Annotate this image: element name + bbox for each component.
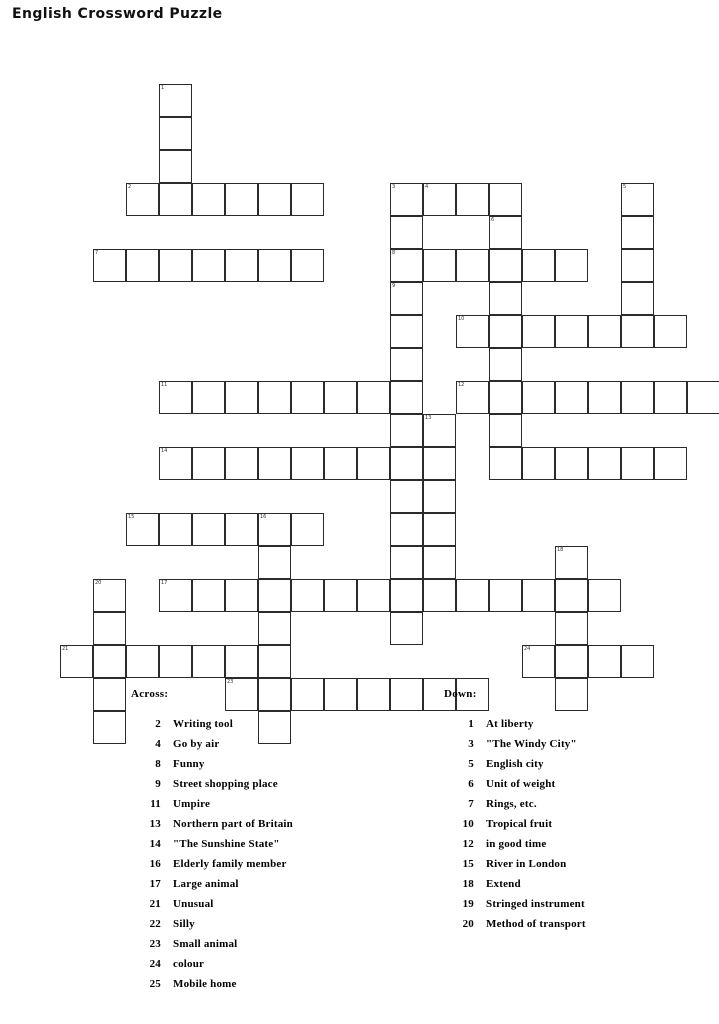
- clue-number: 24: [149, 958, 161, 970]
- clue-text: Extend: [486, 878, 521, 890]
- grid-cell[interactable]: [159, 117, 192, 150]
- grid-cell[interactable]: [390, 579, 423, 612]
- clue-number: 14: [149, 838, 161, 850]
- grid-cell[interactable]: [159, 84, 192, 117]
- cell-number: 14: [161, 448, 168, 454]
- grid-cell[interactable]: [555, 447, 588, 480]
- grid-cell[interactable]: [489, 447, 522, 480]
- clue-text: Silly: [173, 918, 195, 930]
- cell-number: 10: [458, 316, 465, 322]
- grid-cell[interactable]: [291, 381, 324, 414]
- grid-cell[interactable]: [555, 546, 588, 579]
- grid-cell[interactable]: [258, 612, 291, 645]
- grid-cell[interactable]: [192, 381, 225, 414]
- clue-row: [444, 794, 704, 814]
- clue-text: colour: [173, 958, 205, 970]
- grid-cell[interactable]: [654, 447, 687, 480]
- grid-cell[interactable]: [555, 645, 588, 678]
- cell-number: 21: [62, 646, 69, 652]
- grid-cell[interactable]: [291, 447, 324, 480]
- grid-cell[interactable]: [390, 447, 423, 480]
- grid-cell[interactable]: [93, 579, 126, 612]
- grid-cell[interactable]: [357, 381, 390, 414]
- clue-text: Mobile home: [173, 978, 237, 990]
- grid-cell[interactable]: [489, 282, 522, 315]
- clue-row: [131, 714, 431, 734]
- grid-cell[interactable]: [489, 249, 522, 282]
- clue-number: 9: [155, 778, 161, 790]
- down-clues-column: [444, 688, 704, 934]
- cell-number: 16: [260, 514, 267, 520]
- grid-cell[interactable]: [390, 315, 423, 348]
- clue-row: [131, 734, 431, 754]
- down-heading: Down:: [444, 688, 477, 700]
- cell-number: 2: [128, 184, 132, 190]
- clue-text: "The Sunshine State": [173, 838, 280, 850]
- clue-row: [444, 754, 704, 774]
- cell-number: 8: [392, 250, 396, 256]
- clue-row: [444, 714, 704, 734]
- clue-row: [131, 974, 431, 994]
- clue-text: Small animal: [173, 938, 238, 950]
- grid-cell[interactable]: [654, 315, 687, 348]
- clue-number: 3: [468, 738, 474, 750]
- grid-cell[interactable]: [489, 414, 522, 447]
- grid-cell[interactable]: [192, 513, 225, 546]
- grid-cell[interactable]: [225, 579, 258, 612]
- clue-text: At liberty: [486, 718, 534, 730]
- clue-number: 2: [155, 718, 161, 730]
- grid-cell[interactable]: [93, 645, 126, 678]
- grid-cell[interactable]: [423, 546, 456, 579]
- clue-number: 19: [462, 898, 474, 910]
- clue-row: [131, 914, 431, 934]
- clue-row: [131, 954, 431, 974]
- grid-cell[interactable]: [93, 249, 126, 282]
- clue-number: 18: [462, 878, 474, 890]
- grid-cell[interactable]: [192, 645, 225, 678]
- cell-number: 15: [128, 514, 135, 520]
- clue-number: 11: [150, 798, 161, 810]
- cell-number: 18: [557, 547, 564, 553]
- grid-cell[interactable]: [324, 447, 357, 480]
- cell-number: 6: [491, 217, 495, 223]
- cell-number: 7: [95, 250, 99, 256]
- across-heading: Across:: [131, 688, 169, 700]
- grid-cell[interactable]: [390, 348, 423, 381]
- grid-cell[interactable]: [621, 645, 654, 678]
- clue-text: English city: [486, 758, 544, 770]
- across-clue-list: [131, 714, 431, 994]
- grid-cell[interactable]: [588, 645, 621, 678]
- clue-row: [444, 814, 704, 834]
- grid-cell[interactable]: [390, 612, 423, 645]
- clue-number: 20: [462, 918, 474, 930]
- grid-cell[interactable]: [390, 546, 423, 579]
- grid-cell[interactable]: [357, 579, 390, 612]
- grid-cell[interactable]: [621, 249, 654, 282]
- grid-cell[interactable]: [687, 381, 719, 414]
- clue-number: 1: [468, 718, 474, 730]
- grid-cell[interactable]: [621, 183, 654, 216]
- clue-row: [131, 814, 431, 834]
- grid-cell[interactable]: [192, 579, 225, 612]
- clue-number: 13: [149, 818, 161, 830]
- grid-cell[interactable]: [192, 249, 225, 282]
- grid-cell[interactable]: [126, 183, 159, 216]
- grid-cell[interactable]: [489, 381, 522, 414]
- grid-cell[interactable]: [159, 381, 192, 414]
- grid-cell[interactable]: [126, 249, 159, 282]
- grid-cell[interactable]: [390, 381, 423, 414]
- clue-text: Street shopping place: [173, 778, 278, 790]
- across-clues-column: [131, 688, 431, 994]
- clue-text: Writing tool: [173, 718, 233, 730]
- grid-cell[interactable]: [489, 348, 522, 381]
- grid-cell[interactable]: [621, 282, 654, 315]
- clue-row: [131, 834, 431, 854]
- grid-cell[interactable]: [159, 513, 192, 546]
- grid-cell[interactable]: [621, 381, 654, 414]
- clue-number: 12: [462, 838, 474, 850]
- clue-number: 21: [149, 898, 161, 910]
- clue-number: 5: [468, 758, 474, 770]
- grid-cell[interactable]: [423, 414, 456, 447]
- clue-text: Umpire: [173, 798, 211, 810]
- grid-cell[interactable]: [60, 645, 93, 678]
- grid-cell[interactable]: [225, 645, 258, 678]
- clue-number: 6: [468, 778, 474, 790]
- grid-cell[interactable]: [357, 447, 390, 480]
- grid-cell[interactable]: [489, 579, 522, 612]
- clues-section: [0, 688, 719, 1024]
- grid-cell[interactable]: [621, 315, 654, 348]
- grid-cell[interactable]: [522, 381, 555, 414]
- grid-cell[interactable]: [489, 315, 522, 348]
- clue-text: Go by air: [173, 738, 220, 750]
- cell-number: 13: [425, 415, 432, 421]
- grid-cell[interactable]: [93, 612, 126, 645]
- clue-text: Tropical fruit: [486, 818, 553, 830]
- clue-number: 7: [468, 798, 474, 810]
- cell-number: 1: [161, 85, 165, 91]
- grid-cell[interactable]: [522, 315, 555, 348]
- grid-cell[interactable]: [159, 183, 192, 216]
- clue-number: 23: [149, 938, 161, 950]
- clue-row: [131, 754, 431, 774]
- clue-text: in good time: [486, 838, 547, 850]
- grid-cell[interactable]: [258, 447, 291, 480]
- grid-cell[interactable]: [225, 513, 258, 546]
- grid-cell[interactable]: [423, 513, 456, 546]
- clue-row: [131, 854, 431, 874]
- grid-cell[interactable]: [390, 414, 423, 447]
- cell-number: 3: [392, 184, 396, 190]
- clue-number: 8: [155, 758, 161, 770]
- grid-cell[interactable]: [258, 513, 291, 546]
- grid-cell[interactable]: [456, 579, 489, 612]
- grid-cell[interactable]: [423, 447, 456, 480]
- grid-cell[interactable]: [522, 447, 555, 480]
- cell-number: 11: [161, 382, 168, 388]
- grid-cell[interactable]: [390, 282, 423, 315]
- grid-cell[interactable]: [258, 381, 291, 414]
- grid-cell[interactable]: [588, 315, 621, 348]
- clue-text: River in London: [486, 858, 567, 870]
- clue-row: [131, 934, 431, 954]
- clue-text: Method of transport: [486, 918, 586, 930]
- grid-cell[interactable]: [390, 183, 423, 216]
- grid-cell[interactable]: [423, 480, 456, 513]
- grid-cell[interactable]: [588, 381, 621, 414]
- grid-cell[interactable]: [159, 579, 192, 612]
- grid-cell[interactable]: [588, 447, 621, 480]
- grid-cell[interactable]: [456, 183, 489, 216]
- grid-cell[interactable]: [126, 645, 159, 678]
- clue-number: 25: [149, 978, 161, 990]
- clue-number: 17: [149, 878, 161, 890]
- clue-text: Funny: [173, 758, 205, 770]
- grid-cell[interactable]: [423, 579, 456, 612]
- grid-cell[interactable]: [489, 183, 522, 216]
- grid-cell[interactable]: [522, 645, 555, 678]
- cell-number: 23: [227, 679, 234, 685]
- clue-text: Elderly family member: [173, 858, 287, 870]
- grid-cell[interactable]: [489, 216, 522, 249]
- clue-text: Rings, etc.: [486, 798, 537, 810]
- grid-cell[interactable]: [555, 249, 588, 282]
- grid-cell[interactable]: [522, 579, 555, 612]
- page-title: English Crossword Puzzle: [12, 6, 223, 22]
- cell-number: 20: [95, 580, 102, 586]
- clue-text: Unusual: [173, 898, 214, 910]
- grid-cell[interactable]: [456, 249, 489, 282]
- grid-cell[interactable]: [225, 381, 258, 414]
- cell-number: 12: [458, 382, 465, 388]
- grid-cell[interactable]: [456, 381, 489, 414]
- grid-cell[interactable]: [555, 612, 588, 645]
- grid-cell[interactable]: [192, 447, 225, 480]
- grid-cell[interactable]: [555, 579, 588, 612]
- grid-cell[interactable]: [258, 546, 291, 579]
- grid-cell[interactable]: [159, 645, 192, 678]
- grid-cell[interactable]: [159, 447, 192, 480]
- clue-row: [444, 914, 704, 934]
- grid-cell[interactable]: [291, 183, 324, 216]
- grid-cell[interactable]: [225, 249, 258, 282]
- grid-cell[interactable]: [423, 183, 456, 216]
- clue-row: [131, 774, 431, 794]
- clue-row: [131, 894, 431, 914]
- grid-cell[interactable]: [225, 447, 258, 480]
- clue-row: [444, 774, 704, 794]
- clue-row: [444, 894, 704, 914]
- clue-number: 10: [462, 818, 474, 830]
- clue-number: 16: [149, 858, 161, 870]
- grid-cell[interactable]: [390, 480, 423, 513]
- grid-cell[interactable]: [390, 249, 423, 282]
- clue-row: [131, 794, 431, 814]
- grid-cell[interactable]: [225, 183, 258, 216]
- grid-cell[interactable]: [291, 513, 324, 546]
- clue-row: [131, 874, 431, 894]
- clue-text: Stringed instrument: [486, 898, 585, 910]
- clue-text: "The Windy City": [486, 738, 577, 750]
- cell-number: 17: [161, 580, 168, 586]
- grid-cell[interactable]: [291, 579, 324, 612]
- cell-number: 24: [524, 646, 531, 652]
- grid-cell[interactable]: [126, 513, 159, 546]
- grid-cell[interactable]: [423, 249, 456, 282]
- grid-cell[interactable]: [522, 249, 555, 282]
- cell-number: 9: [392, 283, 396, 289]
- clue-number: 22: [149, 918, 161, 930]
- grid-cell[interactable]: [258, 645, 291, 678]
- clue-text: Large animal: [173, 878, 239, 890]
- down-clue-list: [444, 714, 704, 934]
- clue-text: Unit of weight: [486, 778, 556, 790]
- grid-cell[interactable]: [390, 513, 423, 546]
- grid-cell[interactable]: [654, 381, 687, 414]
- clue-row: [444, 854, 704, 874]
- clue-text: Northern part of Britain: [173, 818, 293, 830]
- grid-cell[interactable]: [258, 249, 291, 282]
- cell-number: 5: [623, 184, 627, 190]
- grid-cell[interactable]: [456, 315, 489, 348]
- clue-row: [444, 734, 704, 754]
- grid-cell[interactable]: [159, 249, 192, 282]
- clue-row: [444, 834, 704, 854]
- grid-cell[interactable]: [258, 579, 291, 612]
- grid-cell[interactable]: [588, 579, 621, 612]
- grid-cell[interactable]: [291, 249, 324, 282]
- grid-cell[interactable]: [159, 150, 192, 183]
- clue-row: [444, 874, 704, 894]
- grid-cell[interactable]: [621, 447, 654, 480]
- clue-number: 4: [155, 738, 161, 750]
- grid-cell[interactable]: [324, 381, 357, 414]
- grid-cell[interactable]: [390, 216, 423, 249]
- grid-cell[interactable]: [324, 579, 357, 612]
- grid-cell[interactable]: [555, 315, 588, 348]
- clue-number: 15: [462, 858, 474, 870]
- grid-cell[interactable]: [258, 183, 291, 216]
- grid-cell[interactable]: [555, 381, 588, 414]
- grid-cell[interactable]: [192, 183, 225, 216]
- cell-number: 4: [425, 184, 429, 190]
- grid-cell[interactable]: [621, 216, 654, 249]
